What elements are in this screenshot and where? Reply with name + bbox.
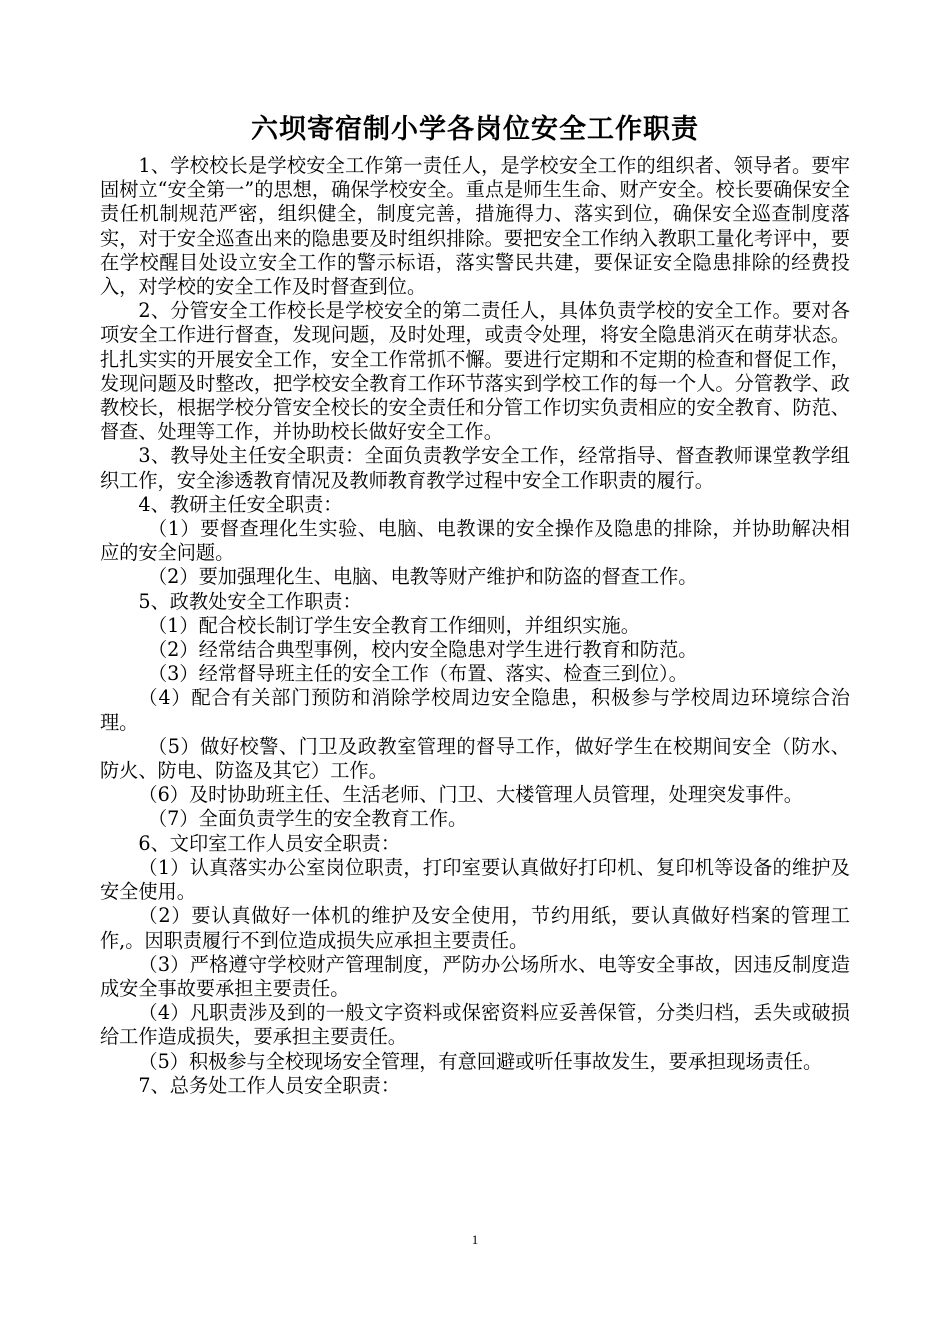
paragraph-vice-principal-duties: 2、分管安全工作校长是学校安全的第二责任人，具体负责学校的安全工作。要对各项安全工作进行督查，发现问题，及时处理，或责令处理，将安全隐患消灭在萌芽状态。扎扎实实的开展安全工作，安全工作常抓不懈。要进行定期和不定期的检查和督促工作，发现问题及时整改，把学校安全教育工作环节落实到学校工作的每一个人。分管教学、政教校长，根据学校分管安全校长的安全责任和分管工作切实负责相应的安全教育、防范、督查、处理等工作，并协助校长做好安全工作。 (100, 299, 850, 444)
list-item: （2）要认真做好一体机的维护及安全使用，节约用纸，要认真做好档案的管理工作,。因职责履行不到位造成损失应承担主要责任。 (100, 904, 850, 952)
list-item: （5）积极参与全校现场安全管理，有意回避或听任事故发生，要承担现场责任。 (138, 1049, 823, 1073)
heading-general-affairs: 7、总务处工作人员安全职责： (138, 1073, 401, 1097)
heading-research-director: 4、教研主任安全职责： (138, 492, 343, 516)
list-item: （3）经常督导班主任的安全工作（布置、落实、检查三到位）。 (148, 662, 688, 686)
paragraph-academic-affairs-duties: 3、教导处主任安全职责：全面负责教学安全工作，经常指导、督查教师课堂教学组织工作，安全渗透教育情况及教师教育教学过程中安全工作职责的履行。 (100, 444, 850, 492)
page-number: 1 (471, 1232, 479, 1247)
list-item: （4）配合有关部门预防和消除学校周边安全隐患，积极参与学校周边环境综合治理。 (100, 686, 850, 734)
list-item: （2）要加强理化生、电脑、电教等财产维护和防盗的督查工作。 (148, 565, 698, 589)
list-item: （7）全面负责学生的安全教育工作。 (148, 807, 468, 831)
list-item: （6）及时协助班主任、生活老师、门卫、大楼管理人员管理，处理突发事件。 (138, 783, 803, 807)
list-item: （1）要督查理化生实验、电脑、电教课的安全操作及隐患的排除，并协助解决相应的安全问题。 (100, 517, 850, 565)
list-item: （2）经常结合典型事例，校内安全隐患对学生进行教育和防范。 (148, 638, 698, 662)
list-item: （5）做好校警、门卫及政教室管理的督导工作，做好学生在校期间安全（防水、防火、防电、防盗及其它）工作。 (100, 734, 850, 783)
list-item: （3）严格遵守学校财产管理制度，严防办公场所水、电等安全事故，因违反制度造成安全事故要承担主要责任。 (100, 952, 850, 1000)
heading-moral-education-office: 5、政教处安全工作职责： (138, 589, 362, 613)
list-item: （1）配合校长制订学生安全教育工作细则，并组织实施。 (148, 613, 640, 637)
document-body (100, 154, 850, 1098)
list-item: （4）凡职责涉及到的一般文字资料或保密资料应妥善保管，分类归档，丢失或破损给工作造成损失，要承担主要责任。 (100, 1001, 850, 1049)
list-item: （1）认真落实办公室岗位职责，打印室要认真做好打印机、复印机等设备的维护及安全使用。 (100, 855, 850, 904)
paragraph-principal-duties: 1、学校校长是学校安全工作第一责任人，是学校安全工作的组织者、领导者。要牢固树立“安全第一”的思想，确保学校安全。重点是师生生命、财产安全。校长要确保安全责任机制规范严密，组织健全，制度完善，措施得力、落实到位，确保安全巡查制度落实，对于安全巡查出来的隐患要及时组织排除。要把安全工作纳入教职工量化考评中，要在学校醒目处设立安全工作的警示标语，落实警民共建，要保证安全隐患排除的经费投入，对学校的安全工作及时督查到位。 (100, 154, 850, 299)
document-title: 六坝寄宿制小学各岗位安全工作职责 (251, 114, 699, 145)
heading-print-room: 6、文印室工作人员安全职责： (138, 831, 401, 855)
